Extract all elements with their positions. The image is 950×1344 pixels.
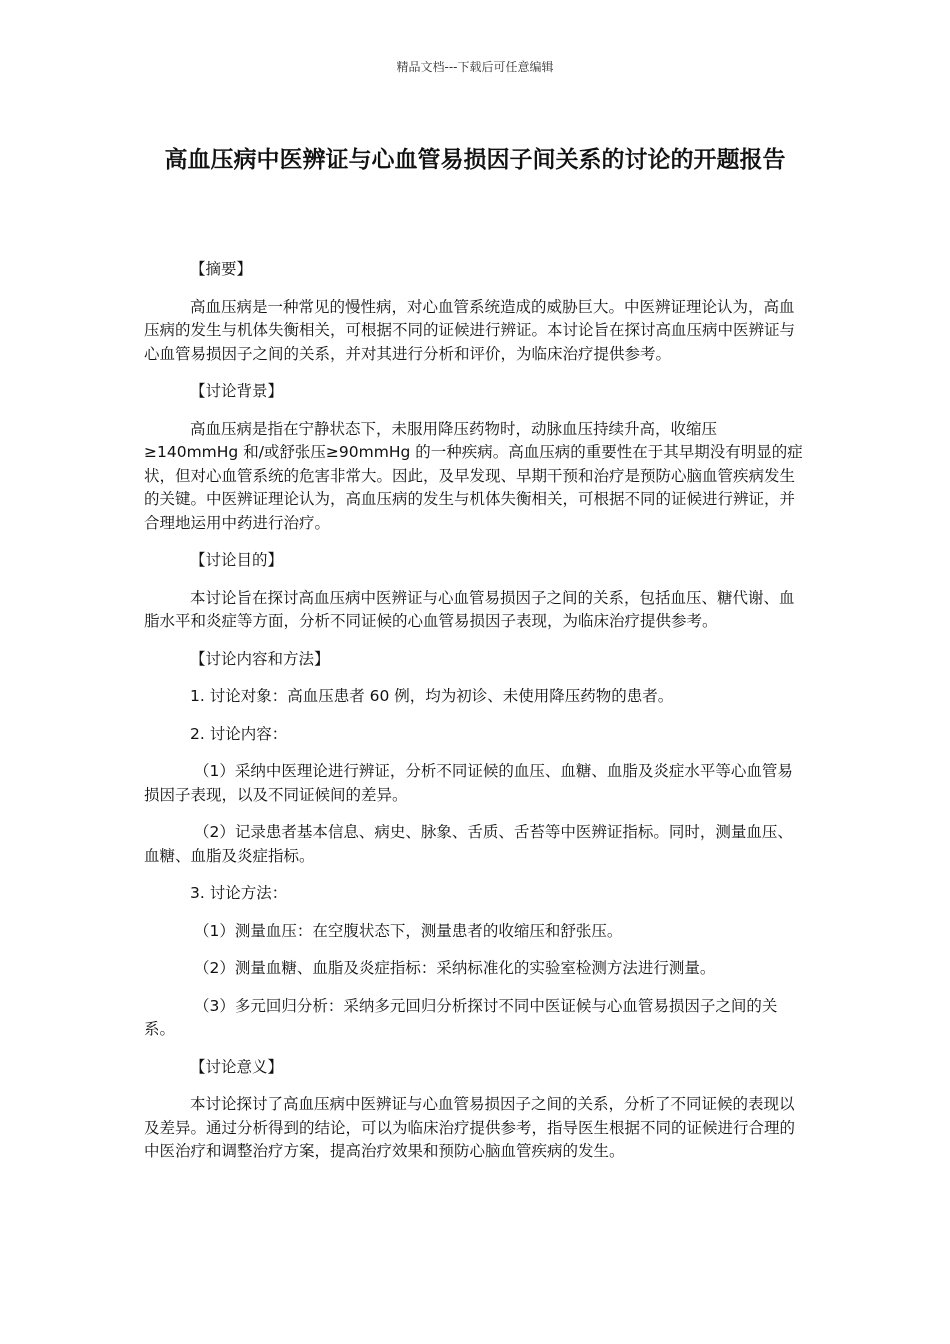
document-body bbox=[144, 258, 804, 1178]
background-heading: 【讨论背景】 bbox=[190, 382, 284, 400]
list-item-methods: 3. 讨论方法： bbox=[190, 884, 288, 902]
page-header-watermark: 精品文档---下载后可任意编辑 bbox=[396, 60, 554, 74]
list-item-content: 2. 讨论内容： bbox=[190, 724, 288, 743]
background-paragraph: 高血压病是指在宁静状态下，未服用降压药物时，动脉血压持续升高，收缩压≥140mmHg 和/或舒张压≥90mmHg 的一种疾病。高血压病的重要性在于其早期没有明显的症状，但对心血管系统的危害非常大。因此，及早发现、早期干预和治疗是预防心脑血管疾病发生的关键。中医辨证理论认为，高血压病的发生与机体失衡相关，可根据不同的证候进行辨证，并合理地运用中药进行治疗。 bbox=[144, 419, 803, 532]
document-title: 高血压病中医辨证与心血管易损因子间关系的讨论的开题报告 bbox=[164, 147, 786, 173]
list-item-subjects: 1. 讨论对象：高血压患者 60 例，均为初诊、未使用降压药物的患者。 bbox=[190, 687, 674, 705]
purpose-paragraph: 本讨论旨在探讨高血压病中医辨证与心血管易损因子之间的关系，包括血压、糖代谢、血脂水平和炎症等方面，分析不同证候的心血管易损因子表现，为临床治疗提供参考。 bbox=[144, 588, 795, 630]
sub-item-regression: （3）多元回归分析：采纳多元回归分析探讨不同中医证候与心血管易损因子之间的关系。 bbox=[144, 996, 778, 1038]
purpose-heading: 【讨论目的】 bbox=[190, 551, 284, 569]
significance-paragraph: 本讨论探讨了高血压病中医辨证与心血管易损因子之间的关系，分析了不同证候的表现以及差异。通过分析得到的结论，可以为临床治疗提供参考，指导医生根据不同的证候进行合理的中医治疗和调整治疗方案，提高治疗效果和预防心脑血管疾病的发生。 bbox=[144, 1095, 796, 1160]
abstract-paragraph: 高血压病是一种常见的慢性病，对心血管系统造成的威胁巨大。中医辨证理论认为，高血压病的发生与机体失衡相关，可根据不同的证候进行辨证。本讨论旨在探讨高血压病中医辨证与心血管易损因子之间的关系，并对其进行分析和评价，为临床治疗提供参考。 bbox=[144, 297, 796, 363]
sub-item-lab-tests: （2）测量血糖、血脂及炎症指标：采纳标准化的实验室检测方法进行测量。 bbox=[194, 959, 716, 977]
abstract-heading: 【摘要】 bbox=[190, 260, 253, 278]
sub-item-blood-pressure: （1）测量血压：在空腹状态下，测量患者的收缩压和舒张压。 bbox=[194, 921, 623, 940]
sub-item-syndrome-analysis: （1）采纳中医理论进行辨证，分析不同证候的血压、血糖、血脂及炎症水平等心血管易损因子表现，以及不同证候间的差异。 bbox=[144, 762, 793, 804]
sub-item-record-indicators: （2）记录患者基本信息、病史、脉象、舌质、舌苔等中医辨证指标。同时，测量血压、血糖、血脂及炎症指标。 bbox=[144, 823, 793, 865]
methods-heading: 【讨论内容和方法】 bbox=[190, 649, 330, 668]
significance-heading: 【讨论意义】 bbox=[190, 1057, 284, 1076]
